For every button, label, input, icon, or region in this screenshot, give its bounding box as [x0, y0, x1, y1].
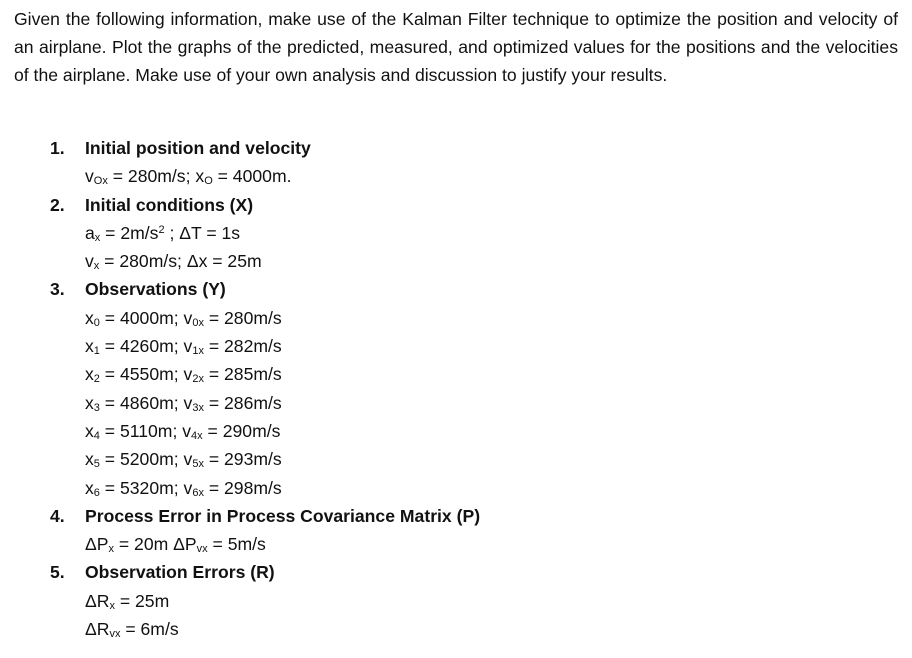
formula-text: = 4860m; v — [99, 392, 193, 413]
formula-text: = 5110m; v — [99, 420, 192, 441]
formula-subscript: 3x — [192, 401, 204, 414]
formula-text: = 4550m; v — [99, 364, 193, 385]
list-item-title: Observations (Y) — [85, 279, 226, 300]
formula-text: x — [85, 307, 94, 328]
list-item-value-line — [0, 360, 912, 388]
formula-text: x — [85, 336, 94, 357]
formula-text: v — [85, 166, 94, 187]
formula-text: = 5320m; v — [99, 477, 193, 498]
formula-subscript: vx — [196, 543, 208, 556]
formula-text: = 280m/s; x — [107, 166, 205, 187]
formula-subscript: vx — [109, 628, 121, 641]
formula-text: x — [85, 392, 94, 413]
formula-text: = 290m/s — [202, 420, 281, 441]
list-item — [0, 558, 912, 643]
formula-subscript: 0x — [192, 316, 204, 329]
formula-text: = 5m/s — [207, 534, 266, 555]
formula-text: = 280m/s; Δx = 25m — [99, 251, 262, 272]
list-item-heading — [0, 502, 912, 530]
list-item-value-line — [0, 162, 912, 190]
list-item-value-line — [0, 474, 912, 502]
formula-subscript: 4 — [93, 429, 100, 442]
formula-text: x — [85, 449, 94, 470]
formula-text: ΔR — [85, 590, 110, 611]
list-item-value-line — [0, 332, 912, 360]
list-item — [0, 275, 912, 501]
list-item-heading — [0, 275, 912, 303]
formula-subscript: x — [93, 260, 100, 273]
list-item-title: Process Error in Process Covariance Matrix (P) — [85, 505, 481, 526]
list-item-heading — [0, 558, 912, 586]
list-item-value-line — [0, 247, 912, 275]
formula-text: ΔP — [85, 534, 109, 555]
formula-text: = 285m/s — [203, 364, 282, 385]
list-item-value-line — [0, 417, 912, 445]
formula-subscript: x — [94, 231, 101, 244]
formula-subscript: 1x — [192, 345, 204, 358]
list-item — [0, 191, 912, 276]
list-item-heading — [0, 191, 912, 219]
list-item-title: Initial conditions (X) — [85, 194, 254, 215]
formula-text: = 282m/s — [203, 336, 282, 357]
formula-text: = 4000m. — [212, 166, 292, 187]
formula-text: = 4260m; v — [99, 336, 193, 357]
formula-supscript: 2 — [158, 223, 165, 236]
list-item-value-line — [0, 219, 912, 247]
formula-text: ; ΔT = 1s — [164, 222, 241, 243]
list-item-value-line — [0, 304, 912, 332]
intro-paragraph: Given the following information, make use of the Kalman Filter technique to optimize the position and velocity of an airplane. Plot the graphs of the predicted, measured, and optimized values for the positions and the velocities of the airplane. Make use of your own analysis and discussion to justify your results. — [14, 9, 898, 86]
list-item-value-line — [0, 587, 912, 615]
formula-text: = 6m/s — [120, 619, 179, 640]
formula-text: = 4000m; v — [99, 307, 193, 328]
formula-subscript: 3 — [93, 401, 100, 414]
formula-subscript: 6x — [192, 486, 204, 499]
numbered-list — [0, 134, 912, 643]
list-item-number: 4. — [50, 505, 65, 526]
formula-text: ΔR — [85, 619, 110, 640]
formula-subscript: O — [204, 175, 213, 188]
list-item-number: 2. — [50, 194, 65, 215]
formula-text: = 280m/s — [203, 307, 282, 328]
formula-text: = 25m — [114, 590, 170, 611]
formula-subscript: 6 — [93, 486, 100, 499]
formula-subscript: 5x — [192, 458, 204, 471]
formula-text: x — [85, 364, 94, 385]
list-item-number: 3. — [50, 279, 65, 300]
list-item-number: 1. — [50, 138, 65, 158]
list-item — [0, 134, 912, 191]
formula-text: = 20m ΔP — [114, 534, 197, 555]
list-item-value-line — [0, 530, 912, 558]
formula-text: = 293m/s — [203, 449, 282, 470]
formula-subscript: 4x — [191, 429, 203, 442]
list-item-value-line — [0, 445, 912, 473]
formula-subscript: x — [109, 599, 115, 612]
formula-text: x — [85, 477, 94, 498]
formula-subscript: 2 — [93, 373, 100, 386]
formula-subscript: x — [108, 543, 114, 556]
list-item — [0, 502, 912, 559]
formula-subscript: Ox — [93, 175, 108, 188]
list-item-value-line — [0, 615, 912, 643]
list-item-heading — [0, 134, 912, 162]
formula-subscript: 2x — [192, 373, 204, 386]
formula-text: x — [85, 420, 94, 441]
formula-text: a — [85, 222, 95, 243]
formula-text: = 2m/s — [100, 222, 159, 243]
formula-text: = 298m/s — [203, 477, 282, 498]
formula-subscript: 0 — [93, 316, 100, 329]
formula-text: = 5200m; v — [99, 449, 193, 470]
list-item-number: 5. — [50, 562, 65, 583]
formula-subscript: 5 — [93, 458, 100, 471]
formula-text: v — [85, 251, 94, 272]
list-item-title: Observation Errors (R) — [85, 562, 275, 583]
list-item-title: Initial position and velocity — [85, 138, 311, 158]
list-item-value-line — [0, 389, 912, 417]
formula-subscript: 1 — [93, 345, 100, 358]
formula-text: = 286m/s — [203, 392, 282, 413]
